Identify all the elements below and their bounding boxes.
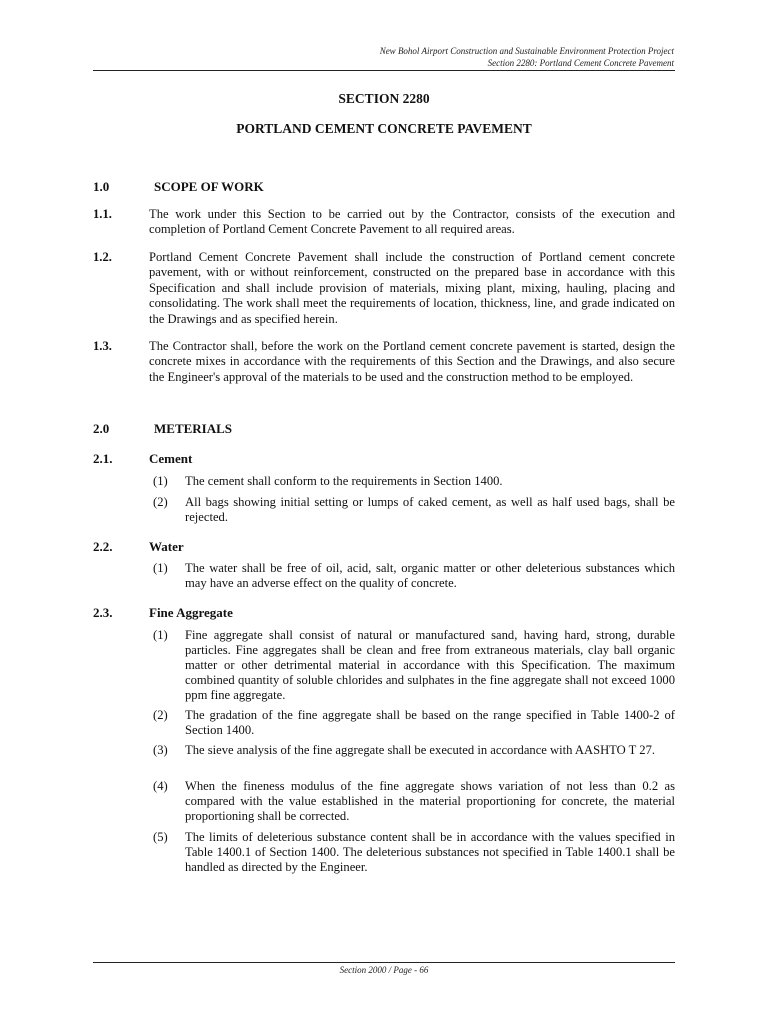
fine-aggregate-item-5 [153, 830, 675, 875]
item-text: The water shall be free of oil, acid, salt, organic matter or other deleterious substances which may have an adverse effect on the quality of concrete. [185, 561, 675, 590]
clause-1-3 [93, 339, 675, 385]
item-marker: (2) [153, 708, 168, 722]
fine-aggregate-item-4 [153, 779, 675, 824]
item-marker: (1) [153, 561, 168, 575]
subheading-water [93, 539, 184, 555]
header-rule [93, 70, 675, 71]
subheading-number: 2.3. [93, 605, 113, 620]
cement-item-2 [153, 495, 675, 525]
subheading-text: Fine Aggregate [149, 605, 233, 620]
item-marker: (4) [153, 779, 168, 793]
section-number-title: SECTION 2280 [338, 91, 430, 106]
running-header-project: New Bohol Airport Construction and Sustainable Environment Protection Project [379, 46, 674, 56]
clause-number: 1.1. [93, 207, 112, 221]
subheading-number: 2.2. [93, 539, 113, 554]
fine-aggregate-item-2 [153, 708, 675, 738]
heading-scope-of-work [93, 179, 264, 195]
item-text: All bags showing initial setting or lumps of caked cement, as well as half used bags, shall be rejected. [185, 495, 675, 524]
item-text: The sieve analysis of the fine aggregate shall be executed in accordance with AASHTO T 27. [185, 743, 656, 757]
cement-item-1 [153, 474, 675, 489]
fine-aggregate-item-3 [153, 743, 675, 758]
heading-materials [93, 421, 232, 437]
item-marker: (1) [153, 474, 168, 488]
subheading-fine-aggregate [93, 605, 233, 621]
item-marker: (1) [153, 628, 168, 642]
heading-text: SCOPE OF WORK [154, 179, 264, 194]
water-item-1 [153, 561, 675, 591]
page-footer: Section 2000 / Page - 66 [339, 965, 429, 975]
fine-aggregate-item-1 [153, 628, 675, 703]
item-marker: (2) [153, 495, 168, 509]
heading-text: METERIALS [154, 421, 233, 436]
item-text: Fine aggregate shall consist of natural or manufactured sand, having hard, strong, durable particles. Fine aggregates shall be clean and free from extraneous materials, clay ball organic matter or other detrimental material in accordance with this Specification. The maximum combined quantity of soluble chlorides and sulphates in the fine aggregate shall not exceed 1000 ppm fine aggregate. [185, 628, 675, 702]
heading-number: 2.0 [93, 421, 110, 436]
subheading-cement [93, 451, 192, 467]
item-marker: (3) [153, 743, 168, 757]
clause-1-2 [93, 250, 675, 327]
heading-number: 1.0 [93, 179, 110, 194]
clause-1-1 [93, 207, 675, 238]
item-text: The limits of deleterious substance content shall be in accordance with the values specified in Table 1400.1 of Section 1400. The deleterious substances not specified in Table 1400.1 shall be handled as directed by the Engineer. [185, 830, 675, 874]
subheading-text: Cement [149, 451, 193, 466]
footer-rule [93, 962, 675, 963]
clause-number: 1.3. [93, 339, 112, 353]
subheading-number: 2.1. [93, 451, 113, 466]
running-header-section: Section 2280: Portland Cement Concrete Pavement [487, 58, 674, 68]
item-text: When the fineness modulus of the fine aggregate shows variation of not less than 0.2 as compared with the value established in the material proportioning for concrete, the material proportioning shall be corrected. [185, 779, 675, 823]
clause-text: The work under this Section to be carried out by the Contractor, consists of the execution and completion of Portland Cement Concrete Pavement to all required areas. [149, 207, 675, 237]
item-text: The gradation of the fine aggregate shall be based on the range specified in Table 1400-2 of Section 1400. [185, 708, 675, 737]
section-name-title: PORTLAND CEMENT CONCRETE PAVEMENT [236, 121, 532, 136]
subheading-text: Water [149, 539, 184, 554]
item-text: The cement shall conform to the requirements in Section 1400. [185, 474, 503, 488]
clause-text: Portland Cement Concrete Pavement shall include the construction of Portland cement concrete pavement, with or without reinforcement, constructed on the prepared base in accordance with this Specification and shall include provision of materials, mixing plant, mixing, hauling, placing and consolidating. The work shall meet the requirements of location, thickness, line, and grade indicated on the Drawings and as specified herein. [149, 250, 675, 326]
item-marker: (5) [153, 830, 168, 844]
clause-number: 1.2. [93, 250, 112, 264]
clause-text: The Contractor shall, before the work on the Portland cement concrete pavement is started, design the concrete mixes in accordance with the requirements of this Section and the Drawings, and also secure the Engineer's approval of the materials to be used and the construction method to be employed. [149, 339, 675, 384]
